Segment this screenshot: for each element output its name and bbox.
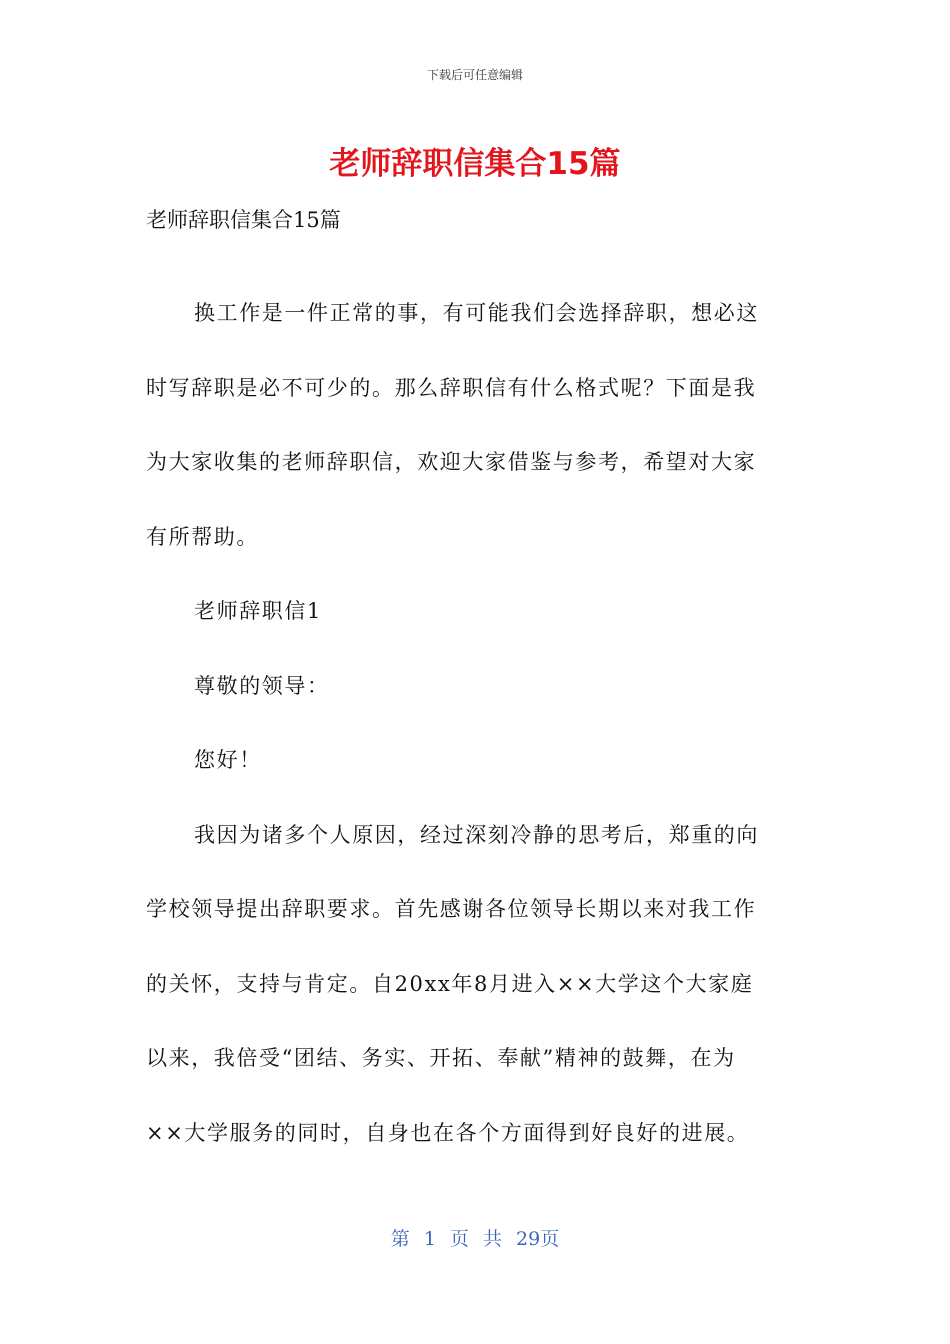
paragraph-line: 的关怀，支持与肯定。自20xx年8月进入××大学这个大家庭 <box>146 971 754 996</box>
document-body <box>146 276 806 1170</box>
letter-salutation <box>146 649 806 724</box>
paragraph-line: ××大学服务的同时，自身也在各个方面得到好良好的进展。 <box>146 1120 750 1145</box>
paragraph-intro <box>146 276 806 574</box>
page-indicator: 第 1 页 共 29页 <box>390 1228 560 1250</box>
paragraph-line: 老师辞职信1 <box>194 599 322 623</box>
letter-body-paragraph <box>146 798 806 1171</box>
paragraph-line: 为大家收集的老师辞职信，欢迎大家借鉴与参考，希望对大家 <box>146 450 757 474</box>
document-subtitle: 老师辞职信集合15篇 <box>146 208 341 232</box>
paragraph-line: 换工作是一件正常的事，有可能我们会选择辞职，想必这 <box>194 301 759 325</box>
letter-greeting <box>146 723 806 798</box>
paragraph-line: 学校领导提出辞职要求。首先感谢各位领导长期以来对我工作 <box>146 897 757 921</box>
paragraph-line: 尊敬的领导： <box>194 673 330 698</box>
paragraph-line: 您好！ <box>194 748 262 772</box>
paragraph-line: 我因为诸多个人原因，经过深刻冷静的思考后，郑重的向 <box>194 822 759 847</box>
header-note: 下载后可任意编辑 <box>426 68 523 82</box>
document-title: 老师辞职信集合15篇 <box>329 146 621 182</box>
letter-heading <box>146 574 806 649</box>
paragraph-line: 有所帮助。 <box>146 524 259 549</box>
paragraph-line: 时写辞职是必不可少的。那么辞职信有什么格式呢？下面是我 <box>146 375 757 400</box>
paragraph-line: 以来，我倍受“团结、务实、开拓、奉献”精神的鼓舞，在为 <box>146 1046 736 1070</box>
